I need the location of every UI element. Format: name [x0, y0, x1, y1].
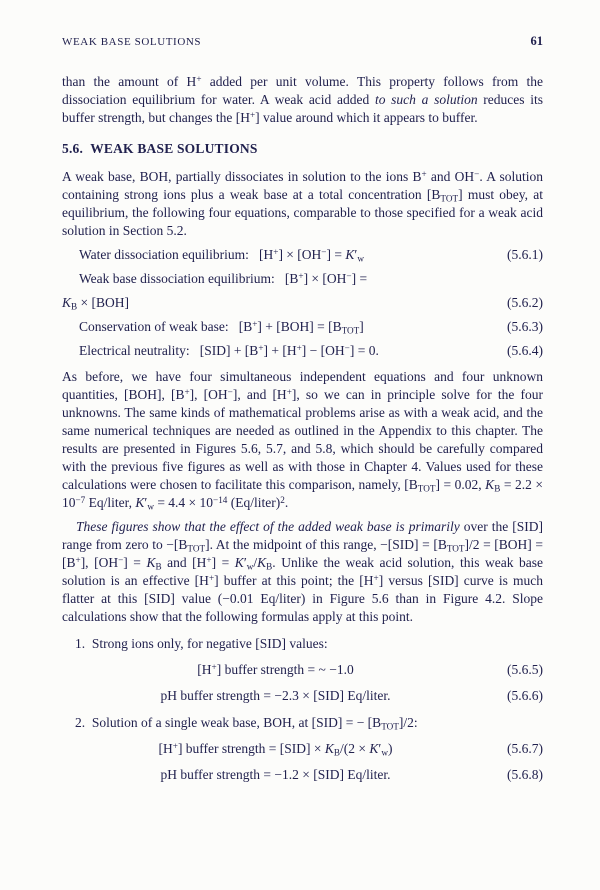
equation-body: Weak base dissociation equilibrium: [B+] × [OH−] = [79, 270, 368, 286]
equation-body: [H+] buffer strength = ~ −1.0 [197, 661, 354, 677]
paragraph-weak-base-definition: A weak base, BOH, partially dissociates in solution to the ions B+ and OH−. A solution containing strong ions plus a weak base at a total concentration $[B_{TOT}]$ must obey, at equilibrium, the following four equations, comparable to those specified for a weak acid solution in Section 5.2. [62, 168, 544, 238]
equation-number: (5.6.6) [507, 688, 543, 703]
paragraph-buffer-continuation: than the amount of H+ added per unit volume. This property follows from the dissociation equilibrium for water. A weak acid added to such a solution reduces its buffer strength, but changes the [H+] value around which it appears to buffer. [62, 73, 543, 125]
section-heading: 5.6. WEAK BASE SOLUTIONS [62, 141, 258, 156]
list-item-single-weak-base: 2. Solution of a single weak base, BOH, at [SID] = − $[B_{TOT}]/2$: [75, 715, 418, 732]
equation-row-electrical-neutrality [62, 342, 543, 360]
equation-row-weak-base-dissociation-line1 [62, 270, 543, 288]
equation-row-h-buffer-strong-ions [62, 661, 543, 679]
equation-number: (5.6.5) [507, 662, 543, 677]
equation-number: (5.6.1) [507, 247, 543, 262]
equation-body: pH buffer strength = −2.3 × [SID] Eq/liter. [160, 688, 391, 703]
paragraph-as-before: As before, we have four simultaneous independent equations and four unknown quantities, [BOH], [B+], [OH−], and [H+], so we can in principle solve for the four unknowns. The same kinds of mathematical problems arise as with a weak acid, and the same numerical techniques are needed as outlined in the Appendix to this chapter. The results are presented in Figures 5.6, 5.7, and 5.8, which should be carefully compared with the previous five figures as well as with those in Chapter 4. Values used for these calculations were chosen to facilitate this comparison, namely, $[B_{TOT}] = 0.02$, $K_B = 2.2 \times 10^{-7}$ Eq/liter, $K'_w = 4.4 \times 10^{-14}$ (Eq/liter)$^2$. [62, 369, 544, 512]
running-header-title: WEAK BASE SOLUTIONS [62, 36, 202, 48]
running-header [62, 34, 543, 49]
equation-body: Conservation of weak base: $[B^+] + [BOH] = [B_{TOT}]$ [79, 318, 364, 336]
equation-body: pH buffer strength = −1.2 × [SID] Eq/liter. [160, 767, 391, 782]
equation-row-conservation [62, 318, 543, 336]
equation-row-ph-buffer-weak-base [62, 766, 543, 784]
equation-number: (5.6.4) [507, 343, 543, 358]
equation-row-h-buffer-weak-base [62, 740, 543, 758]
equation-body: $K_B \times [BOH]$ [62, 295, 129, 312]
equation-body: [H+] buffer strength = $[SID] \times K_B/(2 \times K'_w)$ [158, 740, 393, 758]
equation-body: Water dissociation equilibrium: $[H^+] \times [OH^-] = K'_w$ [79, 246, 364, 264]
equation-number: (5.6.8) [507, 767, 543, 782]
equation-block [62, 246, 543, 360]
paragraph-these-figures: These figures show that the effect of the added weak base is primarily over the [SID] range from zero to $-[B_{TOT}]$. At the midpoint of this range, $-[SID] = [B_{TOT}]/2 = [BOH] = [B^+]$, $[OH^-] = K_B$ and $[H^+] = K'_w/K_B$. Unlike the weak acid solution, this weak base solution is an effective [H+] buffer at this point; the [H+] versus [SID] curve is much flatter at this [SID] value (−0.01 Eq/liter) in Figure 5.6 than in Figure 4.2. Slope calculations show that the following formulas apply at this point. [62, 519, 544, 624]
list-item-strong-ions: 1. Strong ions only, for negative [SID] values: [75, 636, 328, 651]
equation-row-ph-buffer-strong-ions [62, 687, 543, 705]
equation-number: (5.6.2) [507, 295, 543, 310]
equation-number: (5.6.3) [507, 319, 543, 334]
equation-body: Electrical neutrality: [SID] + [B+] + [H+] − [OH−] = 0. [79, 342, 379, 358]
equation-row-water-dissociation [62, 246, 543, 264]
equation-row-weak-base-dissociation-line2 [62, 294, 543, 312]
equation-number: (5.6.7) [507, 741, 543, 756]
page-number: 61 [530, 34, 543, 48]
